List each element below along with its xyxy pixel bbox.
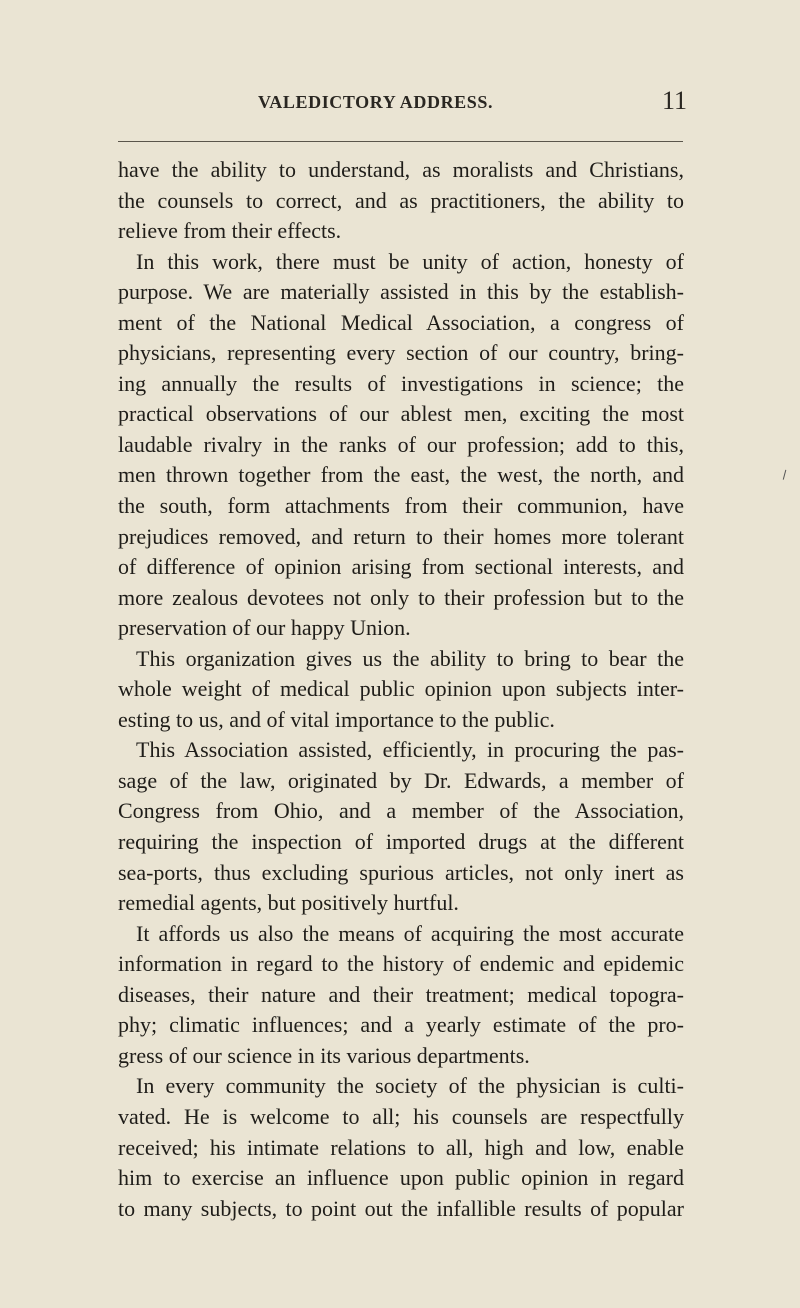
text-line: In every community the society of the physician is culti- xyxy=(136,1073,684,1099)
text-line: practical observations of our ablest men, exciting the most xyxy=(118,401,684,427)
text-line: more zealous devotees not only to their profession but to the xyxy=(118,584,684,610)
text-line: gress of our science in its various departments. xyxy=(118,1042,530,1068)
text-line: preservation of our happy Union. xyxy=(118,615,411,641)
text-line: Congress from Ohio, and a member of the Association, xyxy=(118,798,684,824)
text-line: relieve from their effects. xyxy=(118,218,342,244)
text-line: vated. He is welcome to all; his counsels are respectfully xyxy=(118,1103,684,1129)
text-line: laudable rivalry in the ranks of our profession; add to this, xyxy=(118,431,684,457)
text-line: remedial agents, but positively hurtful. xyxy=(118,890,459,916)
text-line: sea-ports, thus excluding spurious articles, not only inert as xyxy=(118,859,684,885)
text-line: This organization gives us the ability to bring to bear the xyxy=(136,645,684,671)
header-rule xyxy=(118,141,683,142)
text-line: sage of the law, originated by Dr. Edwards, a member of xyxy=(118,767,684,793)
text-line: It affords us also the means of acquiring the most accurate xyxy=(136,920,684,946)
text-line: the south, form attachments from their communion, have xyxy=(118,493,684,519)
margin-mark xyxy=(783,470,788,480)
text-line: received; his intimate relations to all, high and low, enable xyxy=(118,1134,684,1160)
text-line: the counsels to correct, and as practitioners, the ability to xyxy=(118,187,684,213)
text-line: ing annually the results of investigations in science; the xyxy=(118,370,684,396)
text-line: to many subjects, to point out the infallible results of popular xyxy=(118,1195,684,1221)
text-line: prejudices removed, and return to their homes more tolerant xyxy=(118,523,684,549)
body-text xyxy=(118,155,684,1224)
text-line: esting to us, and of vital importance to the public. xyxy=(118,706,555,732)
text-line: In this work, there must be unity of action, honesty of xyxy=(136,248,684,274)
text-line: men thrown together from the east, the west, the north, and xyxy=(118,462,684,488)
text-line: requiring the inspection of imported drugs at the different xyxy=(118,829,684,855)
text-line: diseases, their nature and their treatment; medical topogra- xyxy=(118,981,684,1007)
text-line: him to exercise an influence upon public opinion in regard xyxy=(118,1165,684,1191)
text-line: purpose. We are materially assisted in this by the establish- xyxy=(118,279,684,305)
page-number: 11 xyxy=(662,86,688,115)
text-line: This Association assisted, efficiently, in procuring the pas- xyxy=(136,737,684,763)
running-head: VALEDICTORY ADDRESS. xyxy=(258,92,494,112)
text-line: physicians, representing every section of our country, bring- xyxy=(118,340,684,366)
text-line: ment of the National Medical Association, a congress of xyxy=(118,309,684,335)
text-line: of difference of opinion arising from sectional interests, and xyxy=(118,554,684,580)
text-line: whole weight of medical public opinion upon subjects inter- xyxy=(118,676,684,702)
text-line: phy; climatic influences; and a yearly estimate of the pro- xyxy=(118,1012,684,1038)
text-line: have the ability to understand, as moralists and Christians, xyxy=(118,157,684,182)
text-line: information in regard to the history of endemic and epidemic xyxy=(118,951,684,977)
